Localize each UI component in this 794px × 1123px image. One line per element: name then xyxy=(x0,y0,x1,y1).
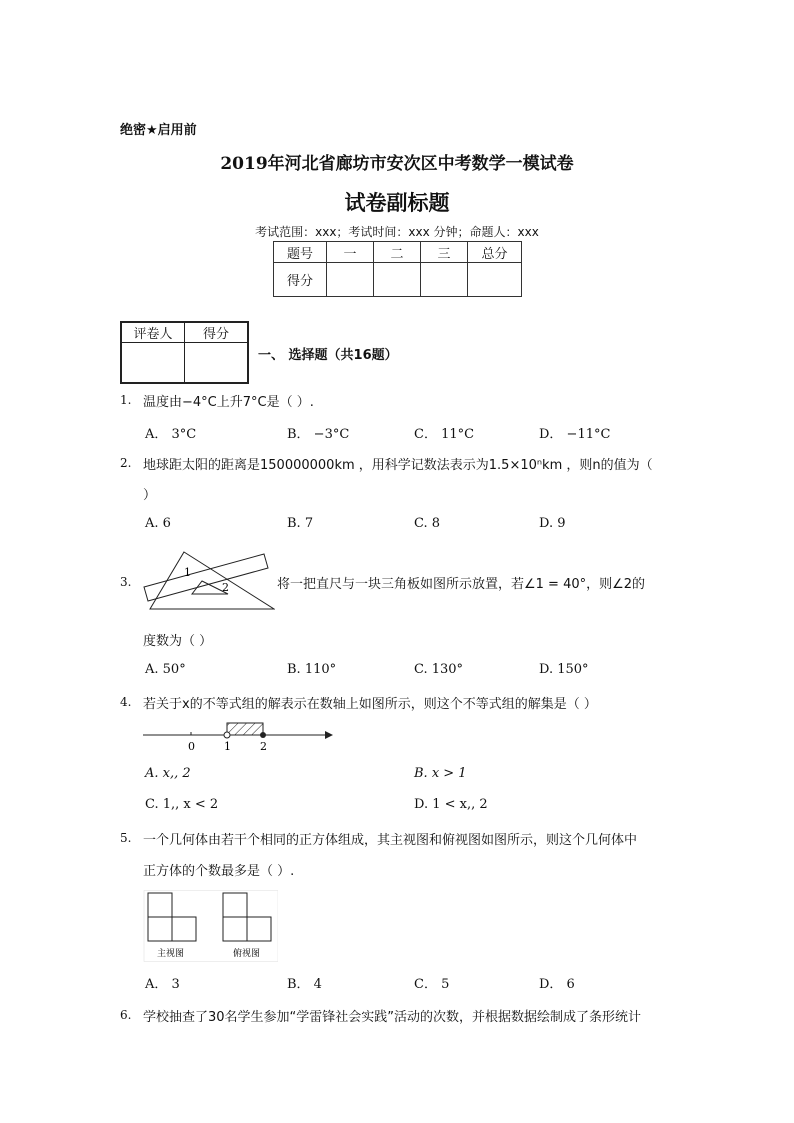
option-c[interactable]: C. 1,, x < 2 xyxy=(145,797,219,812)
angle-1-label: 1 xyxy=(184,566,191,579)
three-views-figure xyxy=(143,890,278,962)
option-b[interactable]: B. x > 1 xyxy=(414,766,467,781)
score-input-cell[interactable] xyxy=(421,263,468,297)
option-a[interactable]: A. 6 xyxy=(145,516,171,531)
option-b[interactable]: B. 7 xyxy=(287,516,314,531)
question-text-cont: 正方体的个数最多是（ ）. xyxy=(143,864,295,879)
question-number: 5. xyxy=(120,831,132,845)
question-number: 6. xyxy=(120,1008,132,1022)
option-a[interactable]: A． 3°C xyxy=(145,427,197,442)
option-a[interactable]: A. x,, 2 xyxy=(145,766,191,781)
option-d[interactable]: D. 150° xyxy=(539,662,589,677)
exam-info: 考试范围：xxx；考试时间：xxx 分钟；命题人：xxx xyxy=(255,225,539,239)
grader-input-cell[interactable] xyxy=(121,343,185,383)
grader-header-cell: 得分 xyxy=(185,322,249,343)
question-text: 一个几何体由若干个相同的正方体组成，其主视图和俯视图如图所示，则这个几何体中 xyxy=(143,833,638,848)
question-text: 地球距太阳的距离是150000000km ，用科学记数法表示为1.5×10ⁿkm ，则n的值为（ xyxy=(143,458,653,473)
question-text: 若关于x的不等式组的解表示在数轴上如图所示，则这个不等式组的解集是（ ） xyxy=(143,697,597,712)
section-title: 一、 选择题（共16题） xyxy=(258,348,398,363)
option-d[interactable]: D. 9 xyxy=(539,516,566,531)
angle-2-label: 2 xyxy=(222,581,229,594)
option-b[interactable]: B． −3°C xyxy=(287,427,350,442)
score-header-cell: 三 xyxy=(421,242,468,263)
axis-arrow-icon xyxy=(325,731,333,739)
option-b[interactable]: B. 110° xyxy=(287,662,337,677)
score-header-cell: 题号 xyxy=(274,242,327,263)
option-c[interactable]: C． 5 xyxy=(414,977,450,992)
question-text: 学校抽查了30名学生参加“学雷锋社会实践”活动的次数，并根据数据绘制成了条形统计 xyxy=(143,1010,642,1025)
question-number: 3. xyxy=(120,575,132,589)
tick-label-2: 2 xyxy=(260,740,267,753)
question-number: 2. xyxy=(120,456,132,470)
score-input-cell[interactable] xyxy=(374,263,421,297)
score-header-cell: 二 xyxy=(374,242,421,263)
ruler-triangle-figure xyxy=(140,546,275,616)
grader-input-cell[interactable] xyxy=(185,343,249,383)
question-text-cont: 度数为（ ） xyxy=(143,634,213,649)
question-number: 4. xyxy=(120,695,132,709)
option-a[interactable]: A． 3 xyxy=(145,977,180,992)
score-header-cell: 总分 xyxy=(468,242,522,263)
option-c[interactable]: C． 11°C xyxy=(414,427,475,442)
option-c[interactable]: C. 130° xyxy=(414,662,464,677)
score-label-cell: 得分 xyxy=(274,263,327,297)
option-d[interactable]: D. 1 < x,, 2 xyxy=(414,797,488,812)
number-line-figure xyxy=(143,716,335,754)
grader-table xyxy=(120,321,249,384)
question-number: 1. xyxy=(120,393,132,407)
option-d[interactable]: D． 6 xyxy=(539,977,575,992)
exam-subtitle: 试卷副标题 xyxy=(344,191,450,215)
confidential-label: 绝密★启用前 xyxy=(120,123,197,138)
score-input-cell[interactable] xyxy=(468,263,522,297)
exam-title: 2019年河北省廊坊市安次区中考数学一模试卷 xyxy=(220,154,574,174)
question-text-cont: ） xyxy=(143,488,157,503)
option-b[interactable]: B． 4 xyxy=(287,977,322,992)
tick-label-1: 1 xyxy=(224,740,231,753)
question-text: 温度由−4°C上升7°C是（ ）. xyxy=(143,395,314,410)
front-view-label: 主视图 xyxy=(157,949,185,959)
option-c[interactable]: C. 8 xyxy=(414,516,441,531)
top-view-label: 俯视图 xyxy=(233,949,261,959)
tick-label-0: 0 xyxy=(188,740,195,753)
option-a[interactable]: A. 50° xyxy=(145,662,186,677)
solution-region xyxy=(227,723,263,735)
grader-header-cell: 评卷人 xyxy=(121,322,185,343)
closed-point xyxy=(260,732,266,738)
score-table xyxy=(273,241,522,297)
score-header-cell: 一 xyxy=(327,242,374,263)
score-input-cell[interactable] xyxy=(327,263,374,297)
question-text: 将一把直尺与一块三角板如图所示放置，若∠1 = 40°，则∠2的 xyxy=(277,577,646,592)
open-point xyxy=(224,732,230,738)
option-d[interactable]: D． −11°C xyxy=(539,427,611,442)
